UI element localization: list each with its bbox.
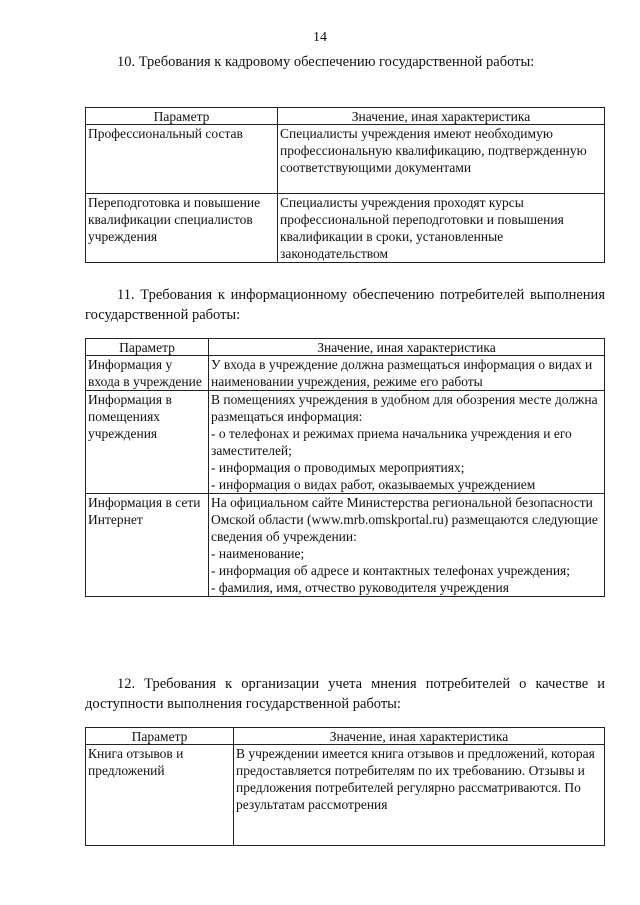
section-12-heading: 12. Требования к организации учета мнения потребителей о качестве и доступности выполнения государственной работы: (85, 676, 605, 712)
parameter-cell: Книга отзывов и предложений (86, 745, 234, 846)
column-header-value: Значение, иная характеристика (278, 108, 605, 125)
value-line: - фамилия, имя, отчество руководителя учреждения (211, 580, 509, 595)
section-11-heading: 11. Требования к информационному обеспечению потребителей выполнения государственной работы: (85, 287, 605, 323)
value-cell: Специалисты учреждения имеют необходимую профессиональную квалификацию, подтвержденную соответствующими документами (278, 125, 605, 194)
table-row (86, 125, 605, 194)
table-header-row (86, 339, 605, 356)
table-row (86, 356, 605, 391)
value-cell (209, 356, 605, 391)
staffing-requirements-table (85, 107, 605, 263)
parameter-cell: Переподготовка и повышение квалификации специалистов учреждения (86, 194, 278, 263)
value-cell: Специалисты учреждения проходят курсы профессиональной переподготовки и повышения квалификации в сроки, установленные законодательством (278, 194, 605, 263)
information-requirements-table (85, 338, 605, 597)
value-line: На официальном сайте Министерства региональной безопасности Омской области (www.mrb.omskportal.ru) размещаются следующие сведения об учреждении: (211, 495, 598, 544)
value-line: В помещениях учреждения в удобном для обозрения месте должна размещаться информация: (211, 392, 598, 424)
value-line: У входа в учреждение должна размещаться информация о видах и наименовании учреждения, режиме его работы (211, 357, 593, 389)
value-line: - информация об адресе и контактных телефонах учреждения; (211, 563, 571, 578)
parameter-cell: Информация у входа в учреждение (86, 356, 209, 391)
column-header-parameter: Параметр (86, 728, 234, 745)
table-header-row (86, 108, 605, 125)
value-line: - информация о видах работ, оказываемых учреждением (211, 477, 536, 492)
table-row (86, 194, 605, 263)
value-line: - наименование; (211, 546, 305, 561)
parameter-cell: Информация в помещениях учреждения (86, 391, 209, 494)
page-number: 14 (313, 30, 327, 45)
value-cell: В учреждении имеется книга отзывов и предложений, которая предоставляется потребителям по их требованию. Отзывы и предложения потребителей регулярно рассматриваются. По результатам рассмотрения (234, 745, 605, 846)
column-header-value: Значение, иная характеристика (209, 339, 605, 356)
column-header-parameter: Параметр (86, 339, 209, 356)
value-line: - о телефонах и режимах приема начальника учреждения и его заместителей; (211, 426, 572, 458)
table-row (86, 391, 605, 494)
value-cell (209, 391, 605, 494)
column-header-parameter: Параметр (86, 108, 278, 125)
table-row (86, 745, 605, 846)
table-header-row (86, 728, 605, 745)
feedback-requirements-table (85, 727, 605, 846)
parameter-cell: Информация в сети Интернет (86, 494, 209, 597)
column-header-value: Значение, иная характеристика (234, 728, 605, 745)
value-cell (209, 494, 605, 597)
section-10-heading: 10. Требования к кадровому обеспечению государственной работы: (117, 54, 535, 70)
parameter-cell: Профессиональный состав (86, 125, 278, 194)
table-row (86, 494, 605, 597)
value-line: - информация о проводимых мероприятиях; (211, 460, 465, 475)
